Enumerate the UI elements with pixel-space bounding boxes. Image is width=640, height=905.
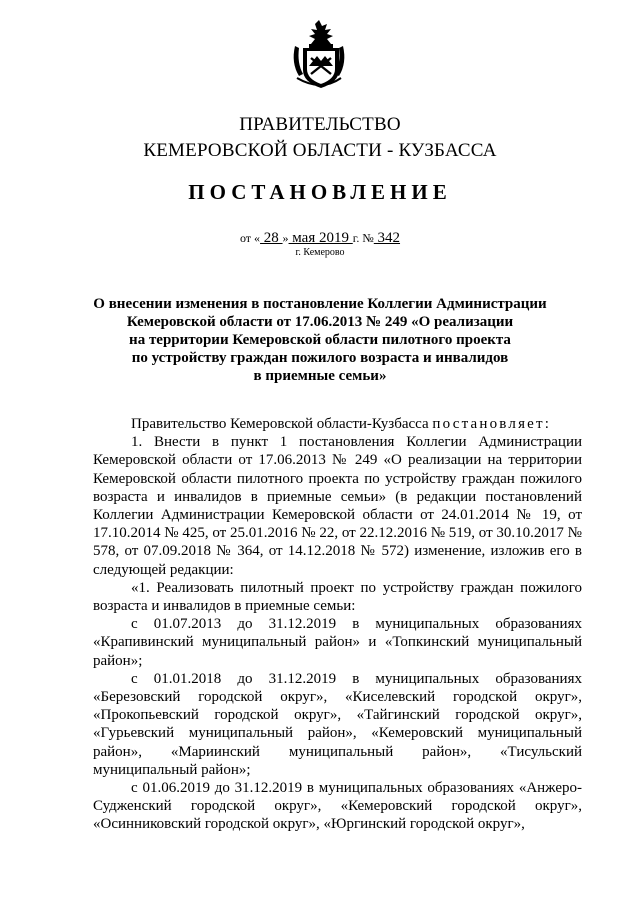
intro-decrees-word: постановляет: xyxy=(432,416,552,432)
date-day: 28 xyxy=(260,230,283,246)
intro-text: Правительство Кемеровской области-Кузбасса xyxy=(131,416,433,432)
subject-line: Кемеровской области от 17.06.2013 № 249 «О реализации xyxy=(126,314,514,330)
subject-line: О внесении изменения в постановление Коллегии Администрации xyxy=(93,296,547,312)
decree-number: 342 xyxy=(373,230,401,246)
date-month-year: мая 2019 xyxy=(288,230,353,246)
body-paragraph-4: с 01.01.2018 до 31.12.2019 в муниципальных образованиях «Березовский городской округ», «Киселевский городской округ», «Прокопьевский городской округ», «Тайгинский городской округ», «Гурьевский муниципальный район», «Кемеровский муниципальный район», «Мариинский муниципальный район», «Тисульский муниципальный район»; xyxy=(93,670,582,778)
date-from-label: от « xyxy=(239,231,261,245)
date-close-quote: » xyxy=(282,231,289,245)
body-paragraph-1: 1. Внести в пункт 1 постановления Коллегии Администрации Кемеровской области от 17.06.2013 № 249 «О реализации на территории Кемеровской области пилотного проекта по устройству граждан пожилого возраста и инвалидов в приемные семьи» (в редакции постановлений Коллегии Администрации Кемеровской области от 24.01.2014 № 19, от 17.10.2014 № 425, от 25.01.2016 № 22, от 22.12.2016 № 519, от 30.10.2017 № 578, от 07.09.2018 № 364, от 14.12.2018 № 572) изменение, изложив его в следующей редакции: xyxy=(93,434,582,578)
subject-line: в приемные семьи» xyxy=(253,368,387,384)
coat-of-arms-emblem xyxy=(289,18,349,90)
government-name-line2: КЕМЕРОВСКОЙ ОБЛАСТИ - КУЗБАССА xyxy=(143,140,497,161)
body-paragraph-2: «1. Реализовать пилотный проект по устройству граждан пожилого возраста и инвалидов в приемные семьи: xyxy=(93,579,582,615)
decree-subject xyxy=(80,295,560,385)
document-type-title: ПОСТАНОВЛЕНИЕ xyxy=(188,180,452,204)
body-paragraph-3: с 01.07.2013 до 31.12.2019 в муниципальных образованиях «Крапивинский муниципальный район» и «Топкинский муниципальный район»; xyxy=(93,616,582,669)
date-number-line xyxy=(0,230,640,247)
document-body xyxy=(93,415,582,834)
intro-paragraph xyxy=(93,415,582,433)
subject-line: по устройству граждан пожилого возраста и инвалидов xyxy=(131,350,509,366)
government-name-line1: ПРАВИТЕЛЬСТВО xyxy=(239,114,401,135)
subject-line: на территории Кемеровской области пилотного проекта xyxy=(129,332,511,348)
city-label: г. Кемерово xyxy=(295,247,345,258)
body-paragraph-5: с 01.06.2019 до 31.12.2019 в муниципальных образованиях «Анжеро-Судженский городской округ», «Кемеровский городской округ», «Осинниковский городской округ», «Юргинский городской округ», xyxy=(93,780,582,833)
number-label: г. № xyxy=(352,231,374,245)
